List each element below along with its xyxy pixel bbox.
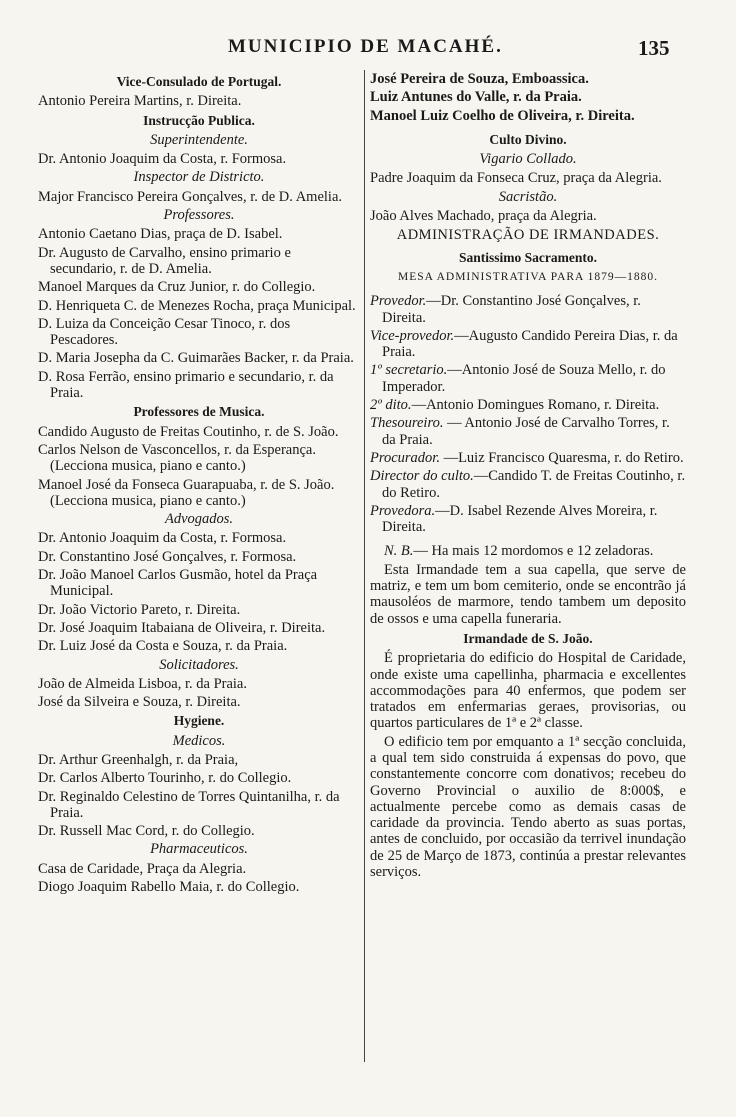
role-text: —D. Isabel Rezende Alves Moreira, r. Direita. <box>382 502 658 536</box>
list-item: Dr. Reginaldo Celestino de Torres Quintanilha, r. da Praia. <box>38 788 340 821</box>
list-item: Manoel Marques da Cruz Junior, r. do Collegio. <box>38 279 316 296</box>
role-entry <box>370 450 686 466</box>
page-header <box>0 36 736 66</box>
list-item: Antonio Pereira Martins, r. Direita. <box>38 93 242 110</box>
subsection-heading: Inspector de Districto. <box>133 169 265 186</box>
paragraph: É proprietaria do edificio do Hospital de Caridade, onde existe uma capellinha, pharmacia e excellentes accommodações para 40 enfermos, que podem ser tratados em enfermarias geraes, provisorias, ou quartos particulares de 1ª e 2ª classe. <box>370 650 686 732</box>
list-item: Antonio Caetano Dias, praça de D. Isabel. <box>38 226 283 243</box>
paragraph: Esta Irmandade tem a sua capella, que serve de matriz, e tem um bom cemiterio, onde se encontrão já mausoléos de marmore, tendo tambem um deposito de ossos e uma capella funeraria. <box>370 561 686 627</box>
left-column <box>38 71 360 897</box>
subsection-heading: Superintendente. <box>150 131 248 148</box>
page-title: MUNICIPIO DE MACAHÉ. <box>228 36 503 57</box>
section-heading: Santissimo Sacramento. <box>459 249 597 265</box>
irmandades-heading: ADMINISTRAÇÃO DE IRMANDADES. <box>396 227 660 244</box>
list-item: Dr. Russell Mac Cord, r. do Collegio. <box>38 823 255 840</box>
section-heading: Hygiene. <box>173 713 225 729</box>
role-entry <box>370 415 686 448</box>
role-entry <box>370 328 686 361</box>
list-item: D. Henriqueta C. de Menezes Rocha, praça Municipal. <box>38 297 356 314</box>
nb-label: N. B. <box>384 543 414 560</box>
role-entry <box>370 503 686 536</box>
role-label: Procurador. <box>370 449 440 466</box>
role-text: —Luiz Francisco Quaresma, r. do Retiro. <box>439 449 684 466</box>
subsection-heading: Pharmaceuticos. <box>150 841 248 858</box>
role-text: —Antonio Domingues Romano, r. Direita. <box>411 397 660 414</box>
role-text: — Antonio José de Carvalho Torres, r. da Praia. <box>382 415 670 448</box>
section-heading: Irmandade de S. João. <box>463 630 593 646</box>
subsection-heading: Advogados. <box>164 511 234 528</box>
list-item: Luiz Antunes do Valle, r. da Praia. <box>370 89 582 106</box>
list-item: Dr. Arthur Greenhalgh, r. da Praia, <box>38 751 239 768</box>
role-label: 1º secretario. <box>370 362 448 379</box>
nb-note <box>370 543 686 559</box>
section-heading: Professores de Musica. <box>133 404 265 420</box>
list-item: João de Almeida Lisboa, r. da Praia. <box>38 675 247 692</box>
subsection-heading: Vigario Collado. <box>479 151 577 168</box>
list-item: Dr. José Joaquim Itabaiana de Oliveira, r. Direita. <box>38 619 326 636</box>
list-item: Major Francisco Pereira Gonçalves, r. de D. Amelia. <box>38 188 343 205</box>
list-item: José Pereira de Souza, Emboassica. <box>370 71 589 87</box>
role-entry <box>370 362 686 395</box>
list-item: Dr. Luiz José da Costa e Souza, r. da Praia. <box>38 638 288 655</box>
role-entry <box>370 397 686 413</box>
list-item: Diogo Joaquim Rabello Maia, r. do Collegio. <box>38 879 300 896</box>
paragraph: O edificio tem por emquanto a 1ª secção concluida, a qual tem sido construida á expensas do povo, que constantemente concorre com donativos; recebeu do Governo Provincial o auxilio de 8:000$, e actualmente percebe como as demais casas de caridade da provincia. Tendo aberto as suas portas, antes de concluido, por occasião da terrivel inundação de 25 de Março de 1873, continúa a prestar relevantes serviços. <box>370 733 686 881</box>
nb-text: — Ha mais 12 mordomos e 12 zeladoras. <box>413 543 654 560</box>
section-heading: Instrucção Publica. <box>143 112 255 128</box>
role-entry <box>370 468 686 501</box>
role-text: —Antonio José de Souza Mello, r. do Imperador. <box>382 362 666 395</box>
section-heading: Culto Divino. <box>489 131 567 147</box>
subsection-heading: Sacristão. <box>498 188 558 205</box>
section-heading: Vice-Consulado de Portugal. <box>116 74 282 89</box>
list-item: Padre Joaquim da Fonseca Cruz, praça da Alegria. <box>370 170 662 187</box>
list-item: José da Silveira e Souza, r. Direita. <box>38 694 241 711</box>
subsection-heading: Solicitadores. <box>159 656 239 673</box>
subsection-heading: Medicos. <box>172 732 226 749</box>
list-item: Dr. Carlos Alberto Tourinho, r. do Collegio. <box>38 770 292 787</box>
role-label: Director do culto. <box>370 468 474 485</box>
list-item: Manoel Luiz Coelho de Oliveira, r. Direita. <box>370 107 635 124</box>
list-item: Dr. Augusto de Carvalho, ensino primario e secundario, r. de D. Amelia. <box>38 244 291 277</box>
list-item: Dr. Antonio Joaquim da Costa, r. Formosa. <box>38 151 287 168</box>
role-label: Vice-provedor. <box>370 327 455 344</box>
list-item: Dr. João Manoel Carlos Gusmão, hotel da Praça Municipal. <box>38 567 318 600</box>
role-label: Thesoureiro. <box>370 415 444 432</box>
column-divider <box>364 70 365 1062</box>
list-item: D. Rosa Ferrão, ensino primario e secundario, r. da Praia. <box>38 368 334 402</box>
list-item: Casa de Caridade, Praça da Alegria. <box>38 860 247 877</box>
right-column <box>370 71 686 882</box>
role-label: Provedor. <box>370 293 427 310</box>
list-item: D. Maria Josepha da C. Guimarães Backer, r. da Praia. <box>38 350 354 367</box>
list-item: D. Luiza da Conceição Cesar Tinoco, r. dos Pescadores. <box>38 315 291 349</box>
page-number: 135 <box>638 36 670 60</box>
list-item: Dr. Antonio Joaquim da Costa, r. Formosa. <box>38 530 287 547</box>
list-item: Candido Augusto de Freitas Coutinho, r. de S. João. <box>38 423 339 440</box>
role-text: —Augusto Candido Pereira Dias, r. da Praia. <box>382 327 678 361</box>
role-text: —Dr. Constantino José Gonçalves, r. Direita. <box>382 293 641 326</box>
list-item: Dr. Constantino José Gonçalves, r. Formosa. <box>38 548 297 565</box>
role-label: Provedora. <box>370 502 436 519</box>
list-item: João Alves Machado, praça da Alegria. <box>370 208 597 225</box>
subsection-heading: Professores. <box>163 207 235 224</box>
list-item: Carlos Nelson de Vasconcellos, r. da Esperança. (Lecciona musica, piano e canto.) <box>38 441 316 475</box>
mesa-heading: MESA ADMINISTRATIVA PARA 1879—1880. <box>398 270 658 283</box>
role-text: —Candido T. de Freitas Coutinho, r. do Retiro. <box>382 468 686 501</box>
list-item: Dr. João Victorio Pareto, r. Direita. <box>38 601 241 618</box>
list-item: Manoel José da Fonseca Guarapuaba, r. de S. João. (Lecciona musica, piano e canto.) <box>38 476 335 509</box>
role-label: 2º dito. <box>370 397 412 414</box>
role-entry <box>370 293 686 326</box>
